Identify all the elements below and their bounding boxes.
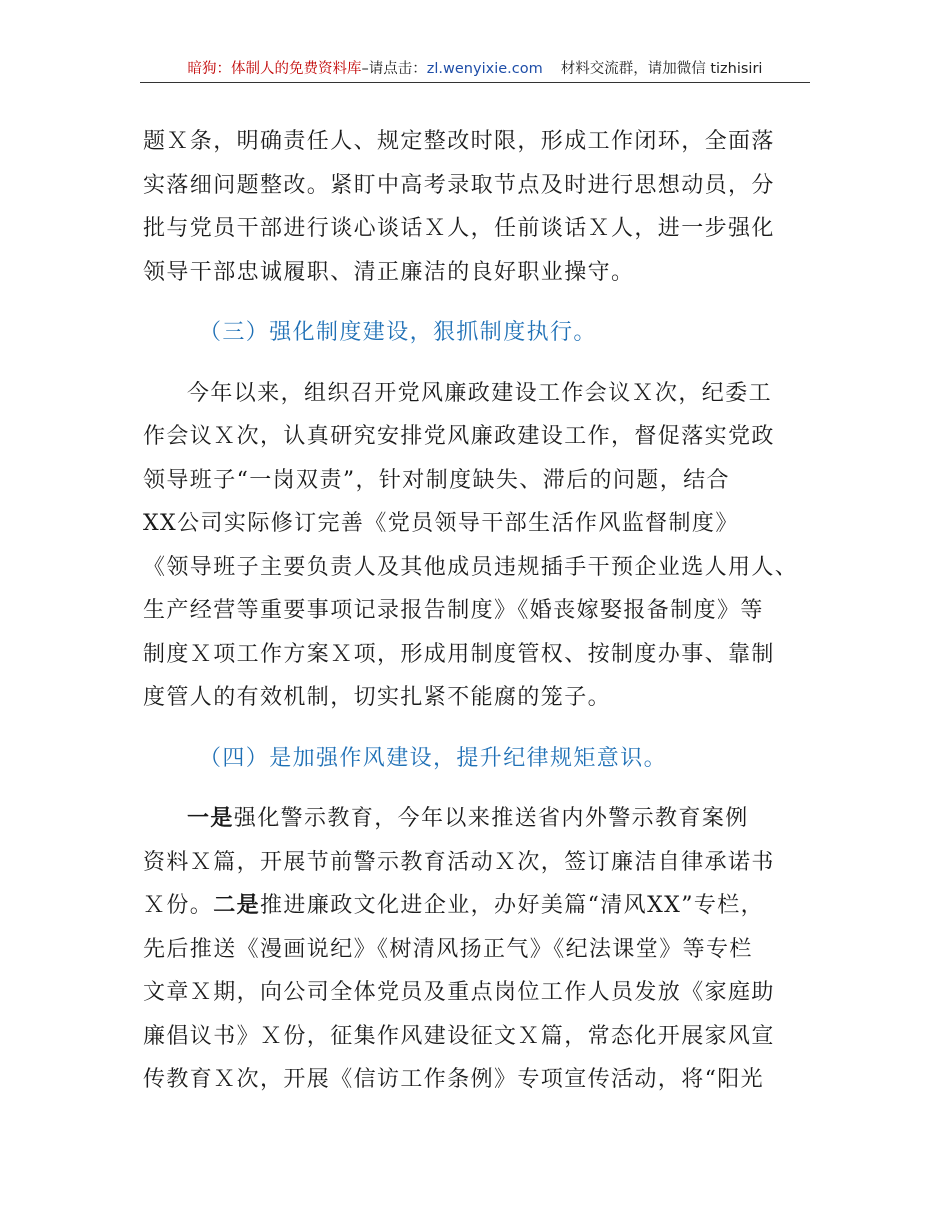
header-url-link[interactable]: zl.wenyixie.com: [426, 61, 543, 77]
text-line: 资料Ｘ篇，开展节前警示教育活动Ｘ次，签订廉洁自律承诺书: [143, 849, 775, 875]
text-line: XX公司实际修订完善《党员领导干部生活作风监督制度》: [143, 511, 739, 536]
bold-lead-1: 一是: [187, 805, 234, 831]
header-brand: 暗狗：体制人的免费资料库: [187, 61, 362, 77]
section-heading-3: （三）强化制度建设，狠抓制度执行。: [199, 320, 597, 345]
text-line: 《领导班子主要负责人及其他成员违规插手干预企业选人用人、: [143, 554, 799, 580]
text-line: 传教育Ｘ次，开展《信访工作条例》专项宣传活动，将“阳光: [143, 1067, 765, 1092]
text-line: 文章Ｘ期，向公司全体党员及重点岗位工作人员发放《家庭助: [143, 980, 775, 1005]
bold-lead-2: 二是: [213, 892, 261, 918]
header-spacer: [543, 58, 561, 80]
page-header: [140, 58, 810, 83]
text-line: [143, 797, 815, 841]
text-line: 领导干部忠诚履职、清正廉洁的良好职业操守。: [143, 259, 635, 285]
text-line: 作会议Ｘ次，认真研究安排党风廉政建设工作，督促落实党政: [143, 424, 775, 449]
text-line: 制度Ｘ项工作方案Ｘ项，形成用制度管权、按制度办事、靠制: [143, 641, 775, 667]
text-line: 批与党员干部进行谈心谈话Ｘ人，任前谈话Ｘ人，进一步强化: [143, 216, 775, 241]
paragraph-2: [143, 372, 815, 720]
text-run: Ｘ份。: [143, 893, 214, 918]
text-line: 题Ｘ条，明确责任人、规定整改时限，形成工作闭环，全面落: [143, 129, 775, 154]
text-line: 今年以来，组织召开党风廉政建设工作会议Ｘ次，纪委工: [187, 380, 773, 406]
text-run: 推进廉政文化进企业，办好美篇“清风XX”专栏，: [260, 893, 765, 918]
header-contact: 材料交流群，请加微信 tizhisiri: [560, 61, 763, 77]
text-line: 领导班子“一岗双责”，针对制度缺失、滞后的问题，结合: [143, 467, 730, 493]
text-line: 度管人的有效机制，切实扎紧不能腐的笼子。: [143, 685, 612, 710]
header-click-prompt: –请点击：: [361, 61, 427, 77]
text-line: 生产经营等重要事项记录报告制度》《婚丧嫁娶报备制度》等: [143, 598, 764, 623]
paragraph-3: [143, 797, 815, 1102]
text-line: [143, 884, 815, 928]
document-body: [143, 120, 815, 1102]
text-line: 实落细问题整改。紧盯中高考录取节点及时进行思想动员，分: [143, 172, 775, 198]
text-run: 强化警示教育，今年以来推送省内外警示教育案例: [233, 806, 749, 831]
text-line: 先后推送《漫画说纪》《树清风扬正气》《纪法课堂》等专栏: [143, 936, 753, 962]
section-heading-4: （四）是加强作风建设，提升纪律规矩意识。: [199, 745, 668, 771]
paragraph-1: [143, 120, 815, 294]
text-line: 廉倡议书》Ｘ份，征集作风建设征文Ｘ篇，常态化开展家风宣: [143, 1023, 775, 1049]
